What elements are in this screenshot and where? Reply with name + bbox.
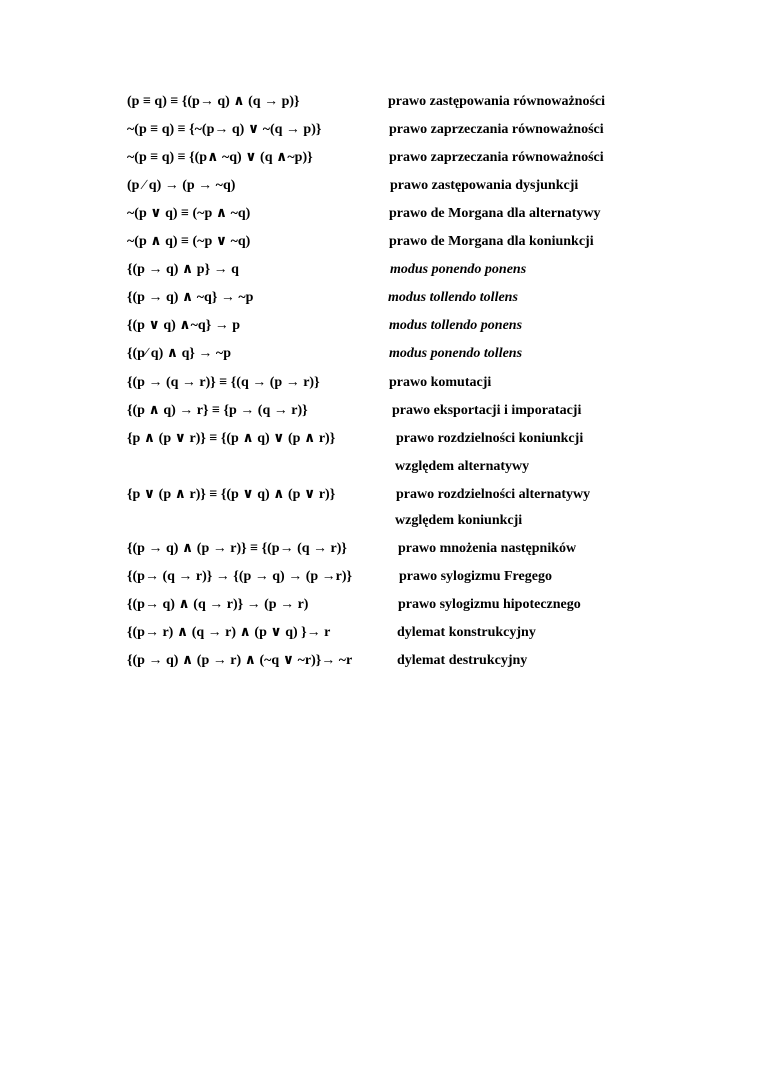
law-formula: ~(p ∨ q) ≡ (~p ∧ ~q): [127, 206, 251, 221]
law-formula: {(p→ q) ∧ (q → r)} → (p → r): [127, 597, 309, 612]
law-name: prawo zastępowania równoważności: [388, 94, 605, 109]
law-formula: {(p→ (q → r)} → {(p → q) → (p →r)}: [127, 569, 353, 584]
law-name: prawo zaprzeczania równoważności: [389, 122, 604, 137]
law-formula: ~(p ≡ q) ≡ {(p∧ ~q) ∨ (q ∧~p)}: [127, 150, 313, 165]
law-name: prawo komutacji: [389, 375, 492, 390]
law-formula: ~(p ≡ q) ≡ {~(p→ q) ∨ ~(q → p)}: [127, 122, 322, 137]
law-formula: (p ≡ q) ≡ {(p→ q) ∧ (q → p)}: [127, 94, 300, 109]
law-name: modus tollendo ponens: [389, 318, 523, 333]
law-name: prawo rozdzielności koniunkcji: [396, 431, 584, 446]
law-name: względem koniunkcji: [395, 513, 523, 528]
law-formula: {p ∨ (p ∧ r)} ≡ {(p ∨ q) ∧ (p ∨ r)}: [127, 487, 336, 502]
law-name: prawo eksportacji i imporatacji: [392, 403, 582, 418]
law-formula: {(p → q) ∧ ~q} → ~p: [127, 290, 254, 305]
law-name: prawo sylogizmu Fregego: [399, 569, 552, 584]
law-formula: {(p → q) ∧ (p → r)} ≡ {(p→ (q → r)}: [127, 541, 347, 556]
law-formula: (p ∕ q) → (p → ~q): [127, 178, 236, 193]
law-name: dylemat destrukcyjny: [397, 653, 528, 668]
law-formula: {(p → q) ∧ (p → r) ∧ (~q ∨ ~r)}→ ~r: [127, 653, 353, 668]
law-name: prawo zastępowania dysjunkcji: [390, 178, 579, 193]
law-formula: {p ∧ (p ∨ r)} ≡ {(p ∧ q) ∨ (p ∧ r)}: [127, 431, 336, 446]
law-formula: {(p∕ q) ∧ q} → ~p: [127, 346, 231, 361]
law-name: prawo de Morgana dla alternatywy: [389, 206, 601, 221]
law-formula: {(p → q) ∧ p} → q: [127, 262, 239, 277]
law-name: prawo sylogizmu hipotecznego: [398, 597, 581, 612]
law-name: modus ponendo tollens: [389, 346, 523, 361]
law-formula: {(p ∧ q) → r} ≡ {p → (q → r)}: [127, 403, 308, 418]
law-name: prawo zaprzeczania równoważności: [389, 150, 604, 165]
law-name: dylemat konstrukcyjny: [397, 625, 536, 640]
law-name: prawo mnożenia następników: [398, 541, 577, 556]
law-formula: {(p→ r) ∧ (q → r) ∧ (p ∨ q) }→ r: [127, 625, 331, 640]
law-name: względem alternatywy: [395, 459, 530, 474]
law-name: modus ponendo ponens: [390, 262, 527, 277]
law-name: modus tollendo tollens: [388, 290, 518, 305]
law-formula: ~(p ∧ q) ≡ (~p ∨ ~q): [127, 234, 251, 249]
law-formula: {(p ∨ q) ∧~q} → p: [127, 318, 241, 333]
law-name: prawo rozdzielności alternatywy: [396, 487, 591, 502]
law-name: prawo de Morgana dla koniunkcji: [389, 234, 594, 249]
law-formula: {(p → (q → r)} ≡ {(q → (p → r)}: [127, 375, 320, 390]
